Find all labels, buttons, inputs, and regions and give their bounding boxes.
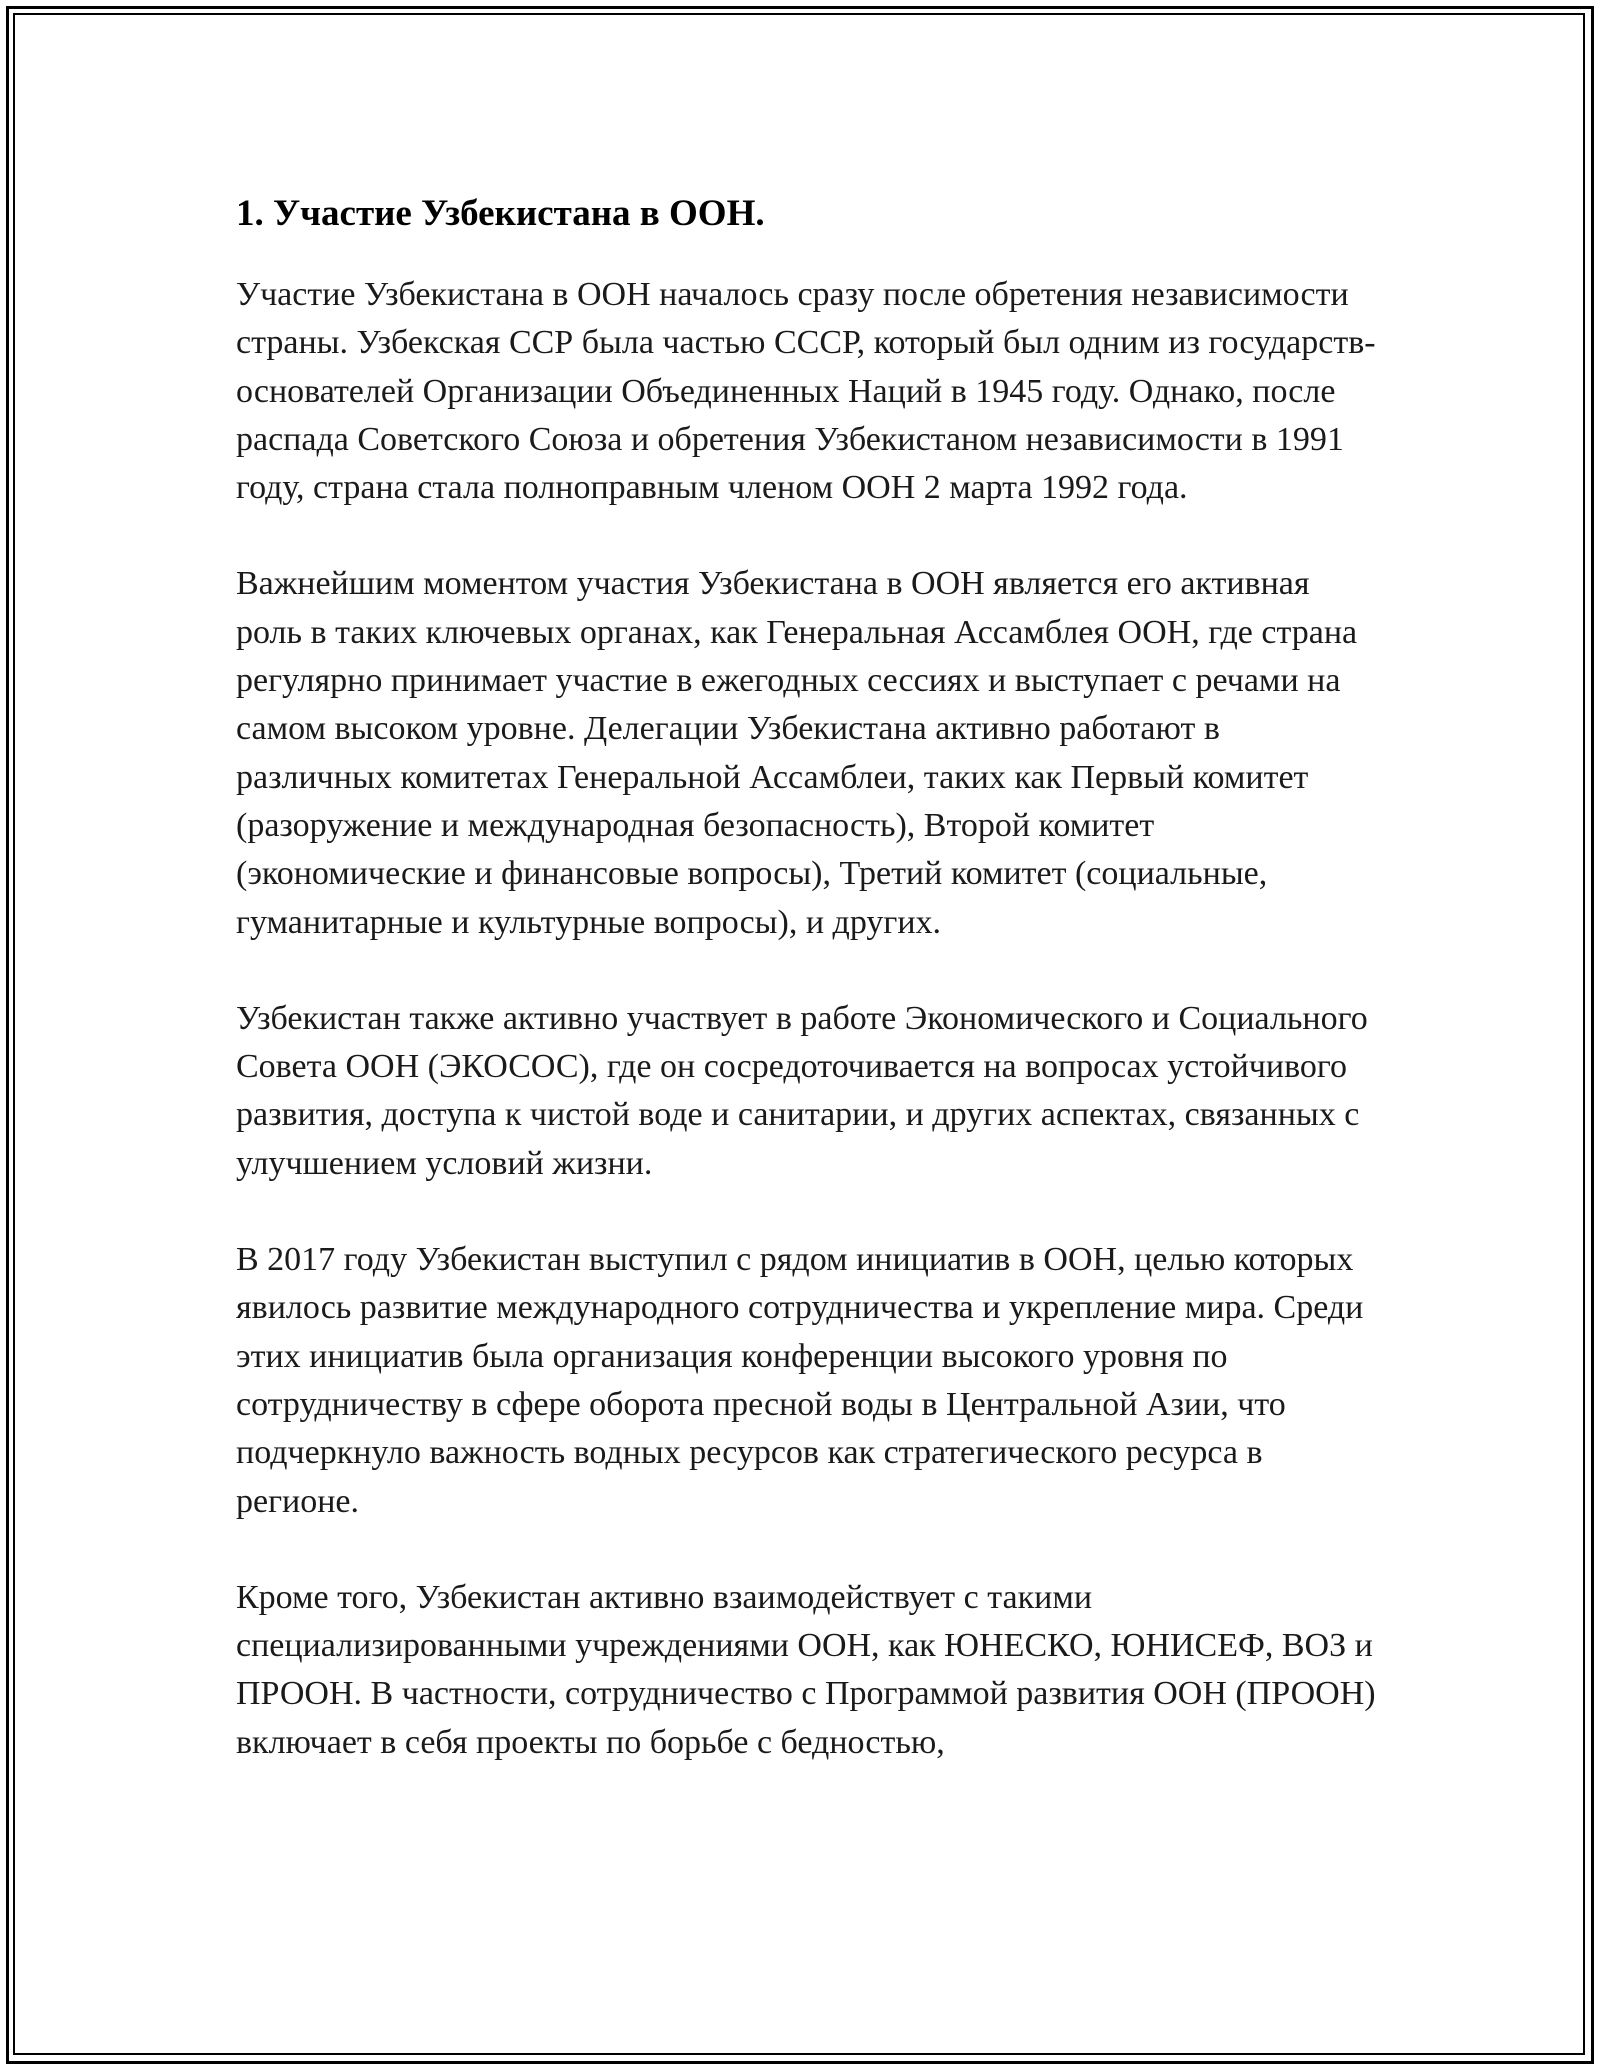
section-heading: 1. Участие Узбекистана в ООН. [236,193,765,234]
paragraph-2017-initiatives: В 2017 году Узбекистан выступил с рядом инициатив в ООН, целью которых явилось развитие международного сотрудничества и укрепление мира. Среди этих инициатив была организация конференции высокого уровня по сотрудничеству в сфере оборота пресной воды в Центральной Азии, что подчеркнуло важность водных ресурсов как стратегического ресурса в регионе. [236,1241,1364,1520]
paragraph-ecosoc: Узбекистан также активно участвует в работе Экономического и Социального Совета ООН (ЭКОСОС), где он сосредоточивается на вопросах устойчивого развития, доступа к чистой воде и санитарии, и других аспектах, связанных с улучшением условий жизни. [236,999,1368,1182]
paragraph-un-membership: Участие Узбекистана в ООН началось сразу после обретения независимости страны. Узбекская ССР была частью СССР, который был одним из государств-основателей Организации Объединенных Наций в 1945 году. Однако, после распада Советского Союза и обретения Узбекистаном независимости в 1991 году, страна стала полноправным членом ООН 2 марта 1992 года. [236,276,1376,507]
paragraph-specialized-agencies: Кроме того, Узбекистан активно взаимодействует с такими специализированными учреждениями ООН, как ЮНЕСКО, ЮНИСЕФ, ВОЗ и ПРООН. В частности, сотрудничество с Программой развития ООН (ПРООН) включает в себя проекты по борьбе с бедностью, [236,1578,1376,1761]
paragraph-general-assembly: Важнейшим моментом участия Узбекистана в ООН является его активная роль в таких ключевых органах, как Генеральная Ассамблея ООН, где страна регулярно принимает участие в ежегодных сессиях и выступает с речами на самом высоком уровне. Делегации Узбекистана активно работают в различных комитетах Генеральной Ассамблеи, таких как Первый комитет (разоружение и международная безопасность), Второй комитет (экономические и финансовые вопросы), Третий комитет (социальные, гуманитарные и культурные вопросы), и других. [236,565,1358,941]
document-body [236,190,1376,1767]
